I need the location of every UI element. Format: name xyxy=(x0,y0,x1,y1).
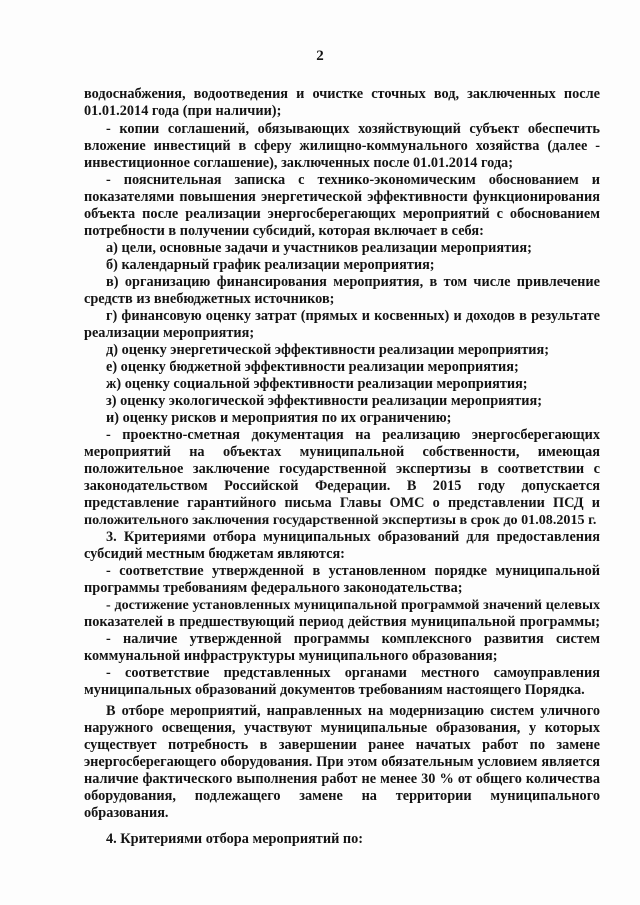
text-line: положительное заключение государственной экспертизы в соответствии с xyxy=(84,461,600,477)
text-line: г) финансовую оценку затрат (прямых и косвенных) и доходов в результате xyxy=(106,308,600,324)
text-line: е) оценку бюджетной эффективности реализации мероприятия; xyxy=(106,359,519,375)
text-line: положительного заключения государственной экспертизы в срок до 01.08.2015 г. xyxy=(84,512,597,528)
text-line: мероприятий на объектах муниципальной собственности, имеющая xyxy=(84,444,600,460)
text-line: 4. Критериями отбора мероприятий по: xyxy=(106,831,364,847)
text-line: д) оценку энергетической эффективности реализации мероприятия; xyxy=(106,342,549,358)
text-line: коммунальной инфраструктуры муниципального образования; xyxy=(84,648,498,664)
text-line: инвестиционное соглашение), заключенных после 01.01.2014 года; xyxy=(84,155,513,171)
text-line: и) оценку рисков и мероприятия по их ограничению; xyxy=(106,410,452,426)
text-line: законодательством Российской Федерации. В 2015 году допускается xyxy=(84,478,600,494)
text-line: объекта после реализации энергосберегающих мероприятий с обоснованием xyxy=(84,206,600,222)
text-line: б) календарный график реализации мероприятия; xyxy=(106,257,435,273)
text-line: - достижение установленных муниципальной программой значений целевых xyxy=(106,597,600,613)
text-line: наличие фактического выполнения работ не менее 30 % от общего количества xyxy=(84,771,600,787)
text-line: реализации мероприятия; xyxy=(84,325,255,341)
text-line: ж) оценку социальной эффективности реализации мероприятия; xyxy=(106,376,528,392)
text-line: оборудования, подлежащего замене на территории муниципального xyxy=(84,788,600,804)
text-line: средств из внебюджетных источников; xyxy=(84,291,335,307)
text-line: - пояснительная записка с технико-экономическим обоснованием и xyxy=(106,172,600,188)
text-line: вложение инвестиций в сферу жилищно-коммунального хозяйства (далее - xyxy=(84,138,600,154)
text-line: энергосберегающего оборудования. При этом обязательным условием является xyxy=(84,754,600,770)
text-line: - копии соглашений, обязывающих хозяйствующий субъект обеспечить xyxy=(106,121,600,137)
page-number: 2 xyxy=(316,48,324,64)
text-line: субсидий местным бюджетам являются: xyxy=(84,546,345,562)
text-line: а) цели, основные задачи и участников реализации мероприятия; xyxy=(106,240,532,256)
text-line: - соответствие утвержденной в установленном порядке муниципальной xyxy=(106,563,600,579)
text-line: в) организацию финансирования мероприятия, в том числе привлечение xyxy=(106,274,600,290)
text-line: потребности в получении субсидий, которая включает в себя: xyxy=(84,223,484,239)
text-line: В отборе мероприятий, направленных на модернизацию систем уличного xyxy=(106,703,600,719)
text-line: - наличие утвержденной программы комплексного развития систем xyxy=(106,631,600,647)
text-line: существует потребность в завершении ранее начатых работ по замене xyxy=(84,737,600,753)
text-line: - соответствие представленных органами местного самоуправления xyxy=(106,665,600,681)
text-line: 3. Критериями отбора муниципальных образований для предоставления xyxy=(106,529,600,545)
text-line: образования. xyxy=(84,805,169,821)
text-line: наружного освещения, участвуют муниципальные образования, у которых xyxy=(84,720,600,736)
text-line: муниципальных образований документов требованиям настоящего Порядка. xyxy=(84,682,585,698)
text-line: водоснабжения, водоотведения и очистке сточных вод, заключенных после xyxy=(84,86,600,102)
text-line: показателей в предшествующий период действия муниципальной программы; xyxy=(84,614,600,630)
text-line: показателями повышения энергетической эффективности функционирования xyxy=(84,189,600,205)
text-line: представление гарантийного письма Главы ОМС о представлении ПСД и xyxy=(84,495,600,511)
text-line: 01.01.2014 года (при наличии); xyxy=(84,103,282,119)
text-line: з) оценку экологической эффективности реализации мероприятия; xyxy=(106,393,542,409)
text-line: программы требованиям федерального законодательства; xyxy=(84,580,463,596)
text-line: - проектно-сметная документация на реализацию энергосберегающих xyxy=(106,427,600,443)
